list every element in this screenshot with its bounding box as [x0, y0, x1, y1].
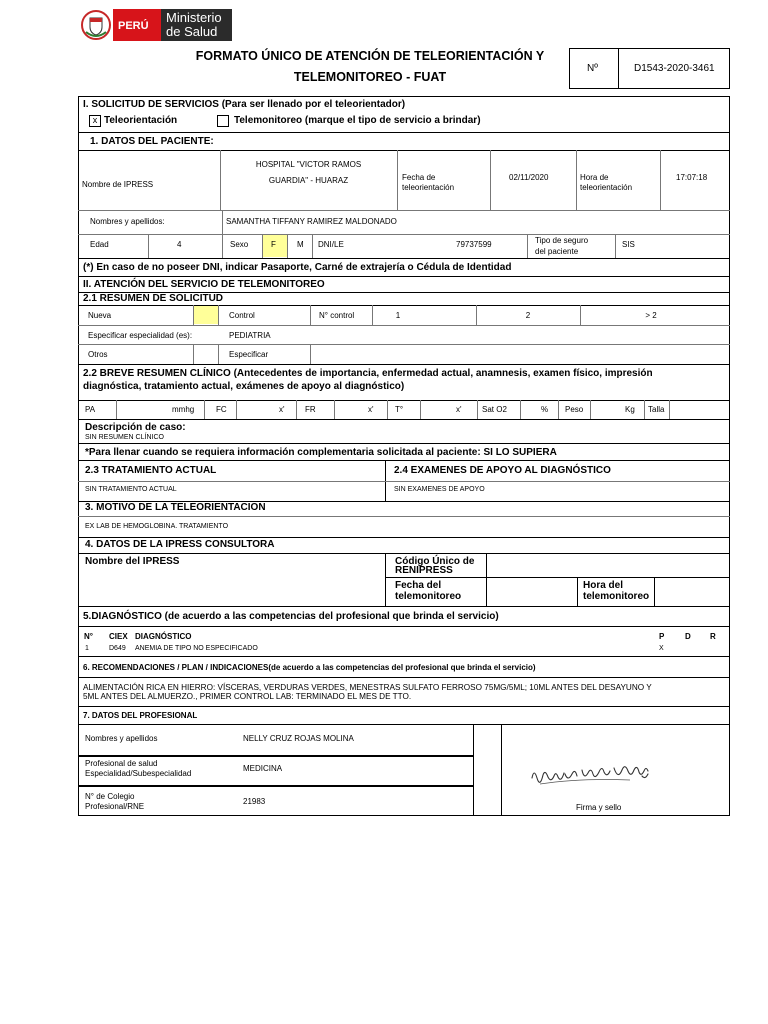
telemonitoreo-checkbox[interactable] — [217, 115, 229, 127]
recomendaciones-heading: 6. RECOMENDACIONES / PLAN / INDICACIONES(de acuerdo a las competencias del profesional que brinda el servicio) — [83, 663, 536, 672]
sat-label: Sat O2 — [482, 405, 507, 414]
profesional-colegio-row — [78, 786, 474, 816]
diag-col-r: R — [710, 632, 716, 641]
telemonitoreo-label: Telemonitoreo (marque el tipo de servicio a brindar) — [234, 115, 481, 126]
logo-ministry-line1: Ministerio — [166, 10, 222, 25]
profesional-esp-label-line2: Especialidad/Subespecialidad — [85, 769, 192, 778]
dni-value: 79737599 — [456, 240, 492, 249]
seguro-label-line1: Tipo de seguro — [535, 236, 589, 245]
sexo-f[interactable]: F — [271, 240, 276, 249]
hora-label-line2: teleorientación — [580, 183, 633, 192]
edad-label: Edad — [90, 240, 109, 249]
fr-unit: x' — [368, 405, 374, 414]
teleorientacion-check-mark: x — [92, 115, 98, 125]
pa-label: PA — [85, 405, 96, 414]
fecha-label-line2: teleorientación — [402, 183, 455, 192]
peso-label: Peso — [565, 405, 584, 414]
diag-row-diagnostico: ANEMIA DE TIPO NO ESPECIFICADO — [135, 645, 258, 652]
logo-country: PERÚ — [118, 20, 149, 32]
diag-row-ciex: D649 — [109, 645, 126, 652]
signature-image — [510, 750, 680, 800]
examenes-value: SIN EXAMENES DE APOYO — [394, 486, 485, 493]
temp-unit: x' — [456, 405, 462, 414]
sexo-label: Sexo — [230, 240, 249, 249]
sat-unit: % — [541, 405, 549, 414]
edad-value: 4 — [177, 240, 182, 249]
form-title-line2: TELEMONITOREO - FUAT — [293, 70, 447, 84]
fecha-value: 02/11/2020 — [509, 173, 549, 182]
nueva-label: Nueva — [88, 311, 112, 320]
profesional-colegio-label-line2: Profesional/RNE — [85, 802, 145, 811]
mmhg-label: mmhg — [172, 405, 195, 414]
profesional-esp-label-line1: Profesional de salud — [85, 759, 158, 768]
teleorientacion-label: Teleorientación — [104, 115, 178, 126]
recomendaciones-line2: 5ML ANTES DEL ALMUERZO., PRIMER CONTROL LAB: TERMINADO EL MES DE TTO. — [83, 692, 412, 701]
resumen-solicitud-heading: 2.1 RESUMEN DE SOLICITUD — [83, 293, 224, 304]
consultora-heading: 4. DATOS DE LA IPRESS CONSULTORA — [85, 539, 275, 550]
motivo-value: EX LAB DE HEMOGLOBINA. TRATAMIENTO — [85, 523, 229, 530]
codigo-renipress-line1: Código Único de — [395, 556, 475, 567]
form-number-label: Nº — [587, 63, 598, 74]
recomendaciones-line1: ALIMENTACIÓN RICA EN HIERRO: VÍSCERAS, VERDURAS VERDES, MENESTRAS SULFATO FERROSO 75MG/5ML; 10ML ANTES DEL DESAYUNO Y — [83, 683, 652, 692]
profesional-name-value: NELLY CRUZ ROJAS MOLINA — [243, 734, 354, 743]
motivo-heading: 3. MOTIVO DE LA TELEORIENTACION — [85, 502, 266, 513]
diag-col-d: D — [685, 632, 691, 641]
peru-shield-icon — [80, 8, 112, 42]
seguro-label-line2: del paciente — [535, 247, 579, 256]
diag-col-diagnostico: DIAGNÓSTICO — [135, 632, 192, 641]
hora-value: 17:07:18 — [676, 173, 708, 182]
sexo-m[interactable]: M — [297, 240, 304, 249]
profesional-heading: 7. DATOS DEL PROFESIONAL — [83, 711, 198, 720]
diag-col-ciex: CIEX — [109, 632, 128, 641]
fc-label: FC — [216, 405, 227, 414]
info-complementaria-note: *Para llenar cuando se requiera información complementaria solicitada al paciente: SI LO SUPIERA — [85, 447, 557, 458]
diag-col-n: N° — [84, 632, 93, 641]
patient-heading: 1. DATOS DEL PACIENTE: — [90, 136, 214, 147]
descripcion-label: Descripción de caso: — [85, 422, 186, 433]
consultora-ipress-label: Nombre del IPRESS — [85, 556, 180, 567]
hora-label-line1: Hora de — [580, 173, 609, 182]
seguro-value: SIS — [622, 240, 635, 249]
tratamiento-heading: 2.3 TRATAMIENTO ACTUAL — [85, 465, 217, 476]
ministry-logo — [80, 8, 233, 42]
patient-name-value: SAMANTHA TIFFANY RAMIREZ MALDONADO — [226, 217, 397, 226]
especialidad-label: Especificar especialidad (es): — [88, 331, 193, 340]
ipress-label: Nombre de IPRESS — [82, 180, 154, 189]
fecha-label-line1: Fecha de — [402, 173, 436, 182]
form-number-value: D1543-2020-3461 — [634, 63, 715, 74]
fr-label: FR — [305, 405, 316, 414]
profesional-colegio-label-line1: N° de Colegio — [85, 792, 135, 801]
talla-label: Talla — [648, 405, 665, 414]
ipress-value-line1: HOSPITAL "VICTOR RAMOS — [255, 160, 362, 169]
patient-name-label: Nombres y apellidos: — [90, 217, 165, 226]
firma-label: Firma y sello — [576, 803, 622, 812]
diag-row-n: 1 — [85, 645, 89, 652]
ncontrol-label: N° control — [319, 311, 355, 320]
control-3[interactable]: > 2 — [645, 311, 657, 320]
tratamiento-value: SIN TRATAMIENTO ACTUAL — [85, 486, 177, 493]
dni-note: (*) En caso de no poseer DNI, indicar Pasaporte, Carné de extrajería o Cédula de Identidad — [83, 262, 512, 273]
temp-label: T° — [395, 405, 404, 414]
control-1[interactable]: 1 — [395, 311, 401, 320]
diag-row-p: X — [659, 645, 664, 652]
especialidad-value: PEDIATRIA — [229, 331, 271, 340]
peso-unit: Kg — [625, 405, 635, 414]
fecha-telemonitoreo-line1: Fecha del — [395, 580, 442, 591]
profesional-esp-value: MEDICINA — [243, 764, 283, 773]
diagnostico-heading: 5.DIAGNÓSTICO (de acuerdo a las competencias del profesional que brinda el servicio) — [83, 611, 499, 622]
hora-telemonitoreo-line1: Hora del — [583, 580, 624, 591]
ipress-value-line2: GUARDIA" - HUARAZ — [268, 176, 349, 185]
section2-heading: II. ATENCIÓN DEL SERVICIO DE TELEMONITOREO — [83, 279, 325, 290]
section1-heading: I. SOLICITUD DE SERVICIOS (Para ser llenado por el teleorientador) — [83, 99, 406, 110]
resumen-clinico-heading-line1: 2.2 BREVE RESUMEN CLÍNICO (Antecedentes de importancia, enfermedad actual, anamnesis, examen físico, impresión — [83, 368, 653, 379]
codigo-renipress-line2: RENIPRESS — [395, 565, 453, 576]
control-label: Control — [229, 311, 255, 320]
logo-ministry-line2: de Salud — [166, 24, 218, 39]
dni-label: DNI/LE — [318, 240, 344, 249]
hora-telemonitoreo-line2: telemonitoreo — [583, 591, 650, 602]
examenes-heading: 2.4 EXAMENES DE APOYO AL DIAGNÓSTICO — [394, 465, 611, 476]
profesional-name-label: Nombres y apellidos — [85, 734, 158, 743]
descripcion-value: SIN RESUMEN CLÍNICO — [85, 434, 164, 441]
resumen-clinico-heading-line2: diagnóstica, tratamiento actual, exámenes de apoyo al diagnóstico) — [83, 381, 405, 392]
form-title-line1: FORMATO ÚNICO DE ATENCIÓN DE TELEORIENTACIÓN Y — [195, 49, 545, 63]
profesional-colegio-value: 21983 — [243, 797, 266, 806]
nueva-field[interactable] — [194, 306, 218, 324]
otros-label: Otros — [88, 350, 108, 359]
especificar-label: Especificar — [229, 350, 269, 359]
fc-unit: x' — [279, 405, 285, 414]
diag-col-p: P — [659, 632, 665, 641]
fecha-telemonitoreo-line2: telemonitoreo — [395, 591, 462, 602]
control-2[interactable]: 2 — [525, 311, 531, 320]
